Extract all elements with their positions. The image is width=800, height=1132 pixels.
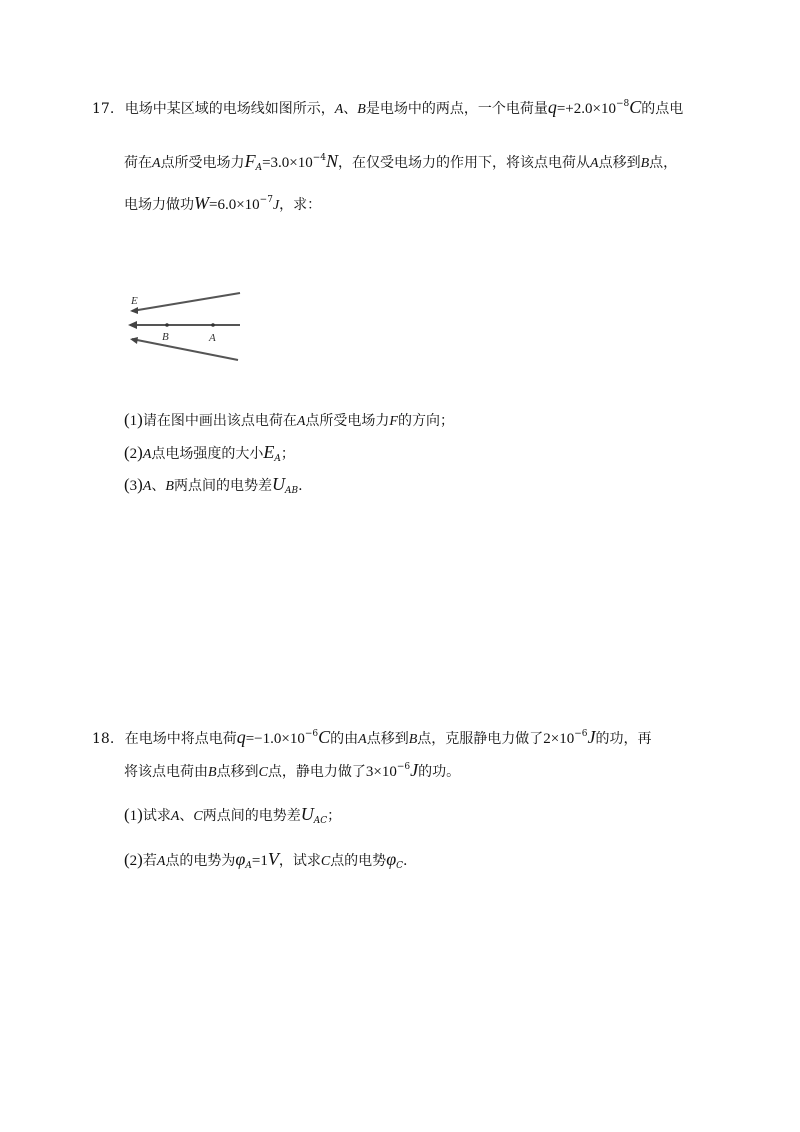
q17-number: 17. — [92, 101, 115, 117]
label-E: E — [131, 295, 138, 307]
q17-line-3: 电场力做功$W=6.0\times 10^{-7}J$，求： — [124, 193, 322, 213]
q18-line-1: 18. 在电场中将点电荷$q=-1.0\times 10^{-6}C$的由A点移到B点，克服静电力做了$2\times 10^{-6}J$的功，再 — [92, 727, 652, 747]
electric-field-figure — [120, 283, 250, 373]
field-line-top — [132, 293, 240, 311]
arrowhead-middle — [128, 321, 137, 329]
label-B: B — [162, 331, 169, 343]
q18-number: 18. — [92, 731, 115, 747]
field-line-bottom — [132, 339, 238, 360]
q18-sub-2: (2)若A点的电势为$\varphi_A=1V$，试求C点的电势$\varphi_C$. — [124, 849, 408, 871]
q17-sub-2: (2)A点电场强度的大小$E_A$； — [124, 442, 295, 464]
q18-sub-1: (1)试求A、C两点间的电势差$U_{AC}$； — [124, 804, 342, 826]
arrowhead-top — [130, 307, 138, 314]
point-B-dot — [165, 323, 169, 327]
q18-line-2: 将该点电荷由B点移到C点，静电力做了$3\times 10^{-6}J$的功。 — [124, 760, 461, 780]
q17-line-1: 17. 电场中某区域的电场线如图所示，A、B是电场中的两点，一个电荷量$q=+2.0\times 10^{-8}C$的点电 — [92, 97, 684, 117]
arrowhead-bottom — [130, 337, 138, 344]
label-A: A — [209, 332, 216, 344]
point-A-dot — [211, 323, 215, 327]
q17-sub-1: (1)请在图中画出该点电荷在A点所受电场力F的方向； — [124, 410, 454, 429]
q17-sub-3: (3)A、B两点间的电势差$U_{AB}$. — [124, 474, 303, 496]
q17-line-2: 荷在A点所受电场力$F_A=3.0\times 10^{-4}N$，在仅受电场力的作用下，将该点电荷从A点移到B点， — [124, 151, 678, 173]
